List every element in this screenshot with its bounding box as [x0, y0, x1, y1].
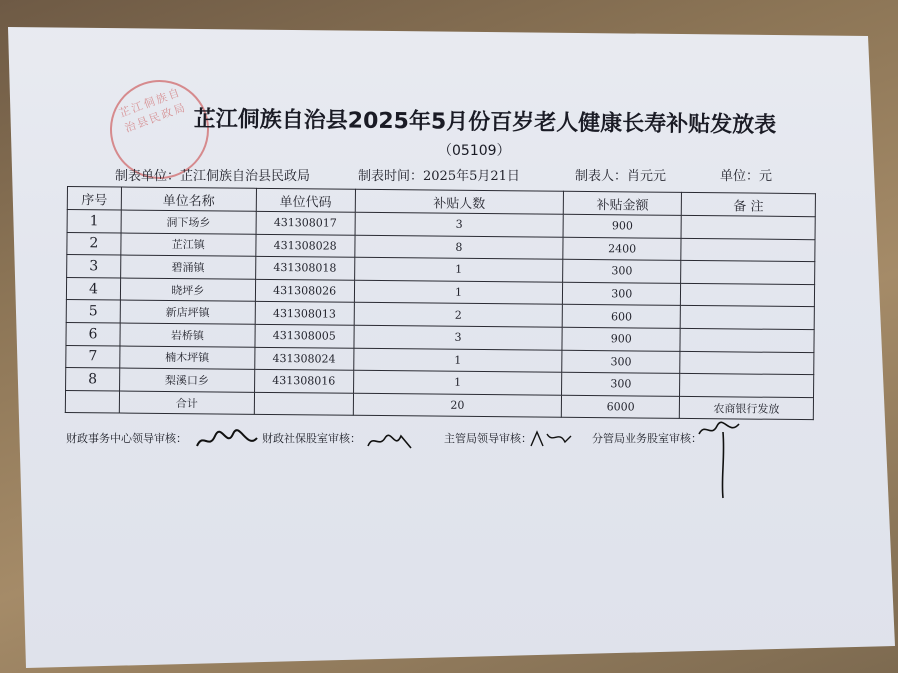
header-index: 序号: [67, 187, 121, 211]
cell-note: [680, 328, 814, 352]
cell-amount: 300: [562, 372, 680, 396]
official-seal-text: 芷江侗族自治县民政局: [117, 85, 189, 135]
document-code: （05109）: [438, 143, 511, 159]
total-count: 20: [353, 393, 562, 418]
header-unit-name: 单位名称: [121, 187, 256, 211]
cell-count: 3: [355, 212, 564, 237]
cell-unit-name: 芷江镇: [121, 233, 256, 257]
sig-bureau-office-label: 分管局业务股室审核：: [592, 432, 702, 445]
total-amount: 6000: [562, 395, 680, 419]
cell-unit-code: 431308028: [256, 234, 355, 258]
cell-amount: 900: [563, 214, 681, 238]
meta-maker: 制表人：肖元元: [575, 169, 667, 184]
cell-count: 3: [354, 325, 563, 350]
meta-currency: 单位：元: [720, 169, 773, 184]
cell-index: [65, 390, 119, 413]
cell-index: 2: [67, 232, 121, 255]
cell-index: 4: [66, 277, 120, 300]
cell-note: [680, 306, 814, 330]
cell-note: [681, 215, 815, 239]
handwritten-signature-1: [193, 424, 263, 454]
cell-unit-code: 431308017: [256, 211, 355, 235]
cell-note: [680, 374, 814, 398]
cell-unit-code: 431308013: [255, 302, 354, 326]
cell-unit-code: 431308026: [255, 279, 354, 303]
cell-unit-name: 楠木坪镇: [120, 346, 255, 370]
cell-count: 1: [353, 348, 562, 373]
cell-unit-code: 431308024: [254, 347, 353, 371]
meta-unit: 制表单位：芷江侗族自治县民政局: [115, 169, 311, 184]
cell-count: 2: [354, 303, 563, 328]
cell-unit-name: 晓坪乡: [120, 278, 255, 302]
cell-amount: 300: [562, 350, 680, 374]
cell-note: [681, 238, 815, 262]
total-note: 农商银行发放: [679, 396, 813, 420]
header-unit-code: 单位代码: [256, 188, 355, 212]
cell-count: 8: [354, 235, 563, 260]
cell-index: 1: [67, 210, 121, 233]
header-amount: 补贴金额: [564, 191, 682, 215]
subsidy-table: [65, 186, 816, 421]
cell-amount: 2400: [563, 237, 681, 261]
cell-unit-name: 碧涌镇: [121, 255, 256, 279]
sig-bureau-leader-label: 主管局领导审核：: [444, 432, 532, 445]
cell-note: [681, 283, 815, 307]
cell-index: 3: [67, 255, 121, 278]
total-label: 合计: [119, 391, 254, 415]
cell-amount: 300: [563, 282, 681, 306]
cell-count: 1: [353, 370, 562, 395]
cell-unit-name: 洞下场乡: [121, 210, 256, 234]
cell-index: 7: [66, 345, 120, 368]
cell-note: [681, 261, 815, 285]
cell-unit-code: 431308016: [254, 369, 353, 393]
cell-unit-code: [254, 392, 353, 416]
document-title: 芷江侗族自治县2025年5月份百岁老人健康长寿补贴发放表: [193, 106, 777, 139]
handwritten-signature-4: [695, 418, 750, 503]
cell-amount: 900: [562, 327, 680, 351]
cell-amount: 300: [563, 259, 681, 283]
cell-count: 1: [354, 280, 563, 305]
header-count: 补贴人数: [355, 189, 564, 214]
cell-index: 6: [66, 322, 120, 345]
cell-unit-name: 梨溪口乡: [119, 368, 254, 392]
sig-finance-social-label: 财政社保股室审核：: [262, 432, 361, 445]
cell-index: 8: [66, 368, 120, 391]
sig-finance-center-label: 财政事务中心领导审核：: [66, 432, 187, 445]
cell-note: [680, 351, 814, 375]
handwritten-signature-2: [365, 428, 415, 454]
handwritten-signature-3: [527, 426, 575, 452]
meta-time: 制表时间：2025年5月21日: [358, 169, 520, 184]
cell-unit-code: 431308018: [255, 257, 354, 281]
cell-index: 5: [66, 300, 120, 323]
cell-amount: 600: [562, 305, 680, 329]
cell-count: 1: [354, 257, 563, 282]
cell-unit-name: 新店坪镇: [120, 300, 255, 324]
header-note: 备 注: [681, 192, 815, 216]
cell-unit-name: 岩桥镇: [120, 323, 255, 347]
cell-unit-code: 431308005: [255, 324, 354, 348]
